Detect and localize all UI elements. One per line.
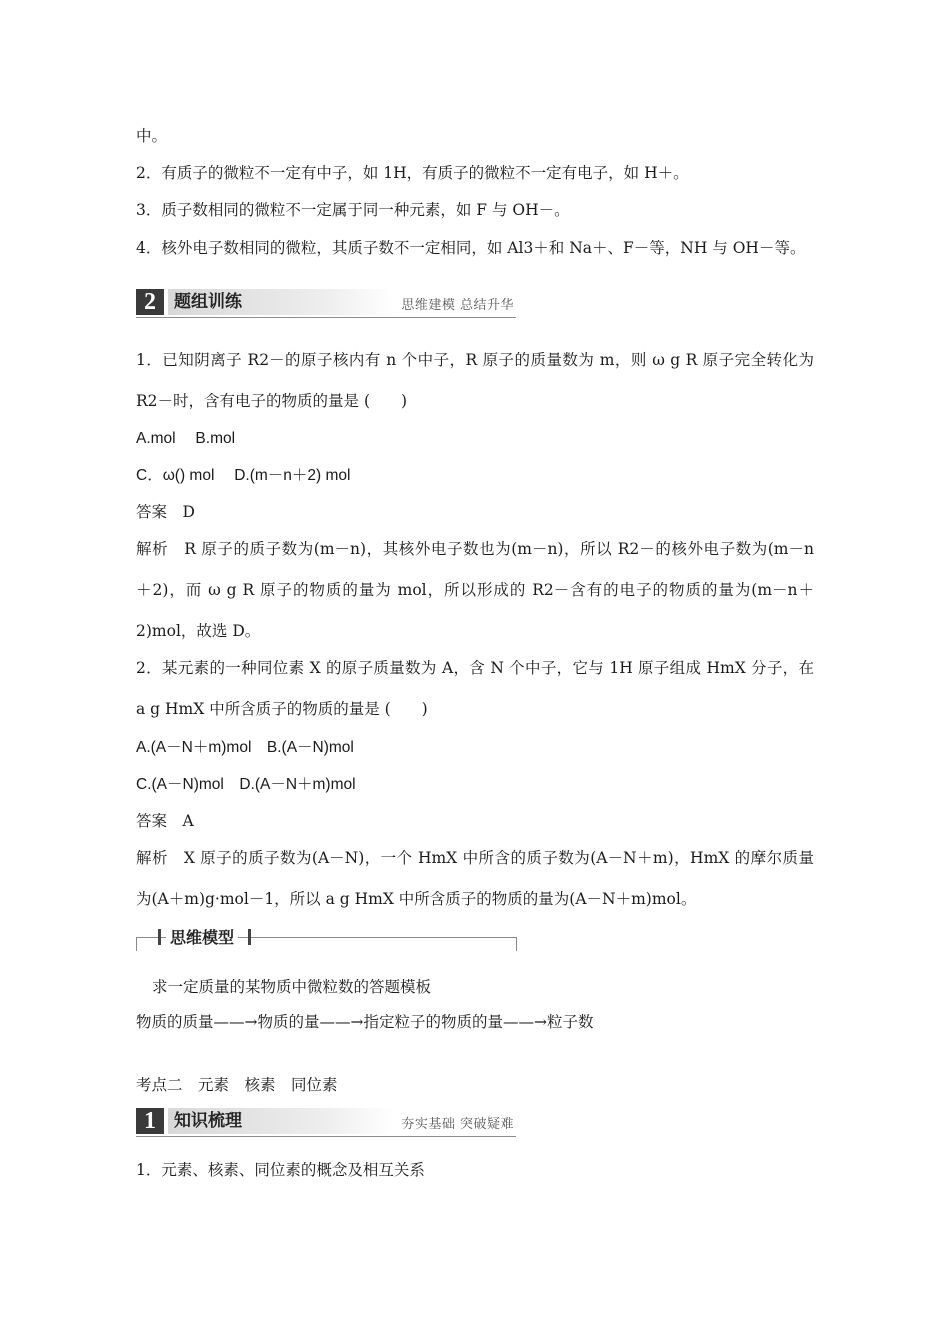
banner-title: 题组训练: [168, 289, 394, 315]
banner-rule: [136, 1136, 516, 1137]
section-banner-knowledge: [136, 1107, 516, 1137]
banner-subtitle: 思维建模 总结升华: [401, 298, 514, 313]
banner-number: 1: [136, 1108, 164, 1134]
question-text: 2．某元素的一种同位素 X 的原子质量数为 A，含 N 个中子，它与 1H 原子组成 HmX 分子，在: [136, 659, 814, 677]
explanation-text: 解析 R 原子的质子数为(m－n)，其核外电子数也为(m－n)，所以 R2－的核外电子数为(m－n: [136, 540, 814, 558]
answer-line: 答案 A: [136, 812, 194, 830]
question-text: R2－时，含有电子的物质的量是 ( ): [136, 392, 408, 410]
bracket-bar: [158, 929, 161, 945]
question-options: A.mol B.mol: [136, 430, 236, 447]
answer-line: 答案 D: [136, 503, 195, 521]
thinking-model-label: 思维模型: [166, 925, 238, 948]
bracket-bar: [248, 929, 251, 945]
explanation-text: ＋2)，而 ω g R 原子的物质的量为 mol，所以形成的 R2－含有的电子的物质的量为(m－n＋: [136, 581, 814, 599]
model-text: 求一定质量的某物质中微粒数的答题模板: [152, 978, 432, 996]
explanation-text: 解析 X 原子的质子数为(A－N)，一个 HmX 中所含的质子数为(A－N＋m)，HmX 的摩尔质量: [136, 849, 814, 867]
thinking-model-box: [136, 928, 517, 954]
text-line: 1．元素、核素、同位素的概念及相互关系: [136, 1161, 425, 1179]
section-heading: 考点二 元素 核素 同位素: [136, 1076, 338, 1094]
question-options: A.(A－N＋m)mol B.(A－N)mol: [136, 739, 354, 756]
question-text: a g HmX 中所含质子的物质的量是 ( ): [136, 700, 428, 718]
text-line: 2．有质子的微粒不一定有中子，如 1H，有质子的微粒不一定有电子，如 H＋。: [136, 164, 689, 182]
question-options: C．ω() mol D.(m－n＋2) mol: [136, 467, 351, 484]
explanation-text: 为(A＋m)g·mol－1，所以 a g HmX 中所含质子的物质的量为(A－N＋m)mol。: [136, 890, 697, 908]
banner-number: 2: [136, 289, 164, 315]
explanation-text: 2)mol，故选 D。: [136, 622, 261, 640]
banner-subtitle: 夯实基础 突破疑难: [401, 1117, 514, 1132]
text-line: 3．质子数相同的微粒不一定属于同一种元素，如 F 与 OH－。: [136, 201, 570, 219]
question-text: 1．已知阴离子 R2－的原子核内有 n 个中子，R 原子的质量数为 m，则 ω g R 原子完全转化为: [136, 351, 814, 369]
question-options: C.(A－N)mol D.(A－N＋m)mol: [136, 776, 356, 793]
model-flow: 物质的质量——→物质的量——→指定粒子的物质的量——→粒子数: [136, 1013, 594, 1031]
text-line: 中。: [136, 127, 168, 145]
text-line: 4．核外电子数相同的微粒，其质子数不一定相同，如 Al3＋和 Na＋、F－等，NH 与 OH－等。: [136, 239, 806, 257]
section-banner-exercises: [136, 288, 516, 318]
banner-title: 知识梳理: [168, 1108, 394, 1134]
banner-rule: [136, 317, 516, 318]
